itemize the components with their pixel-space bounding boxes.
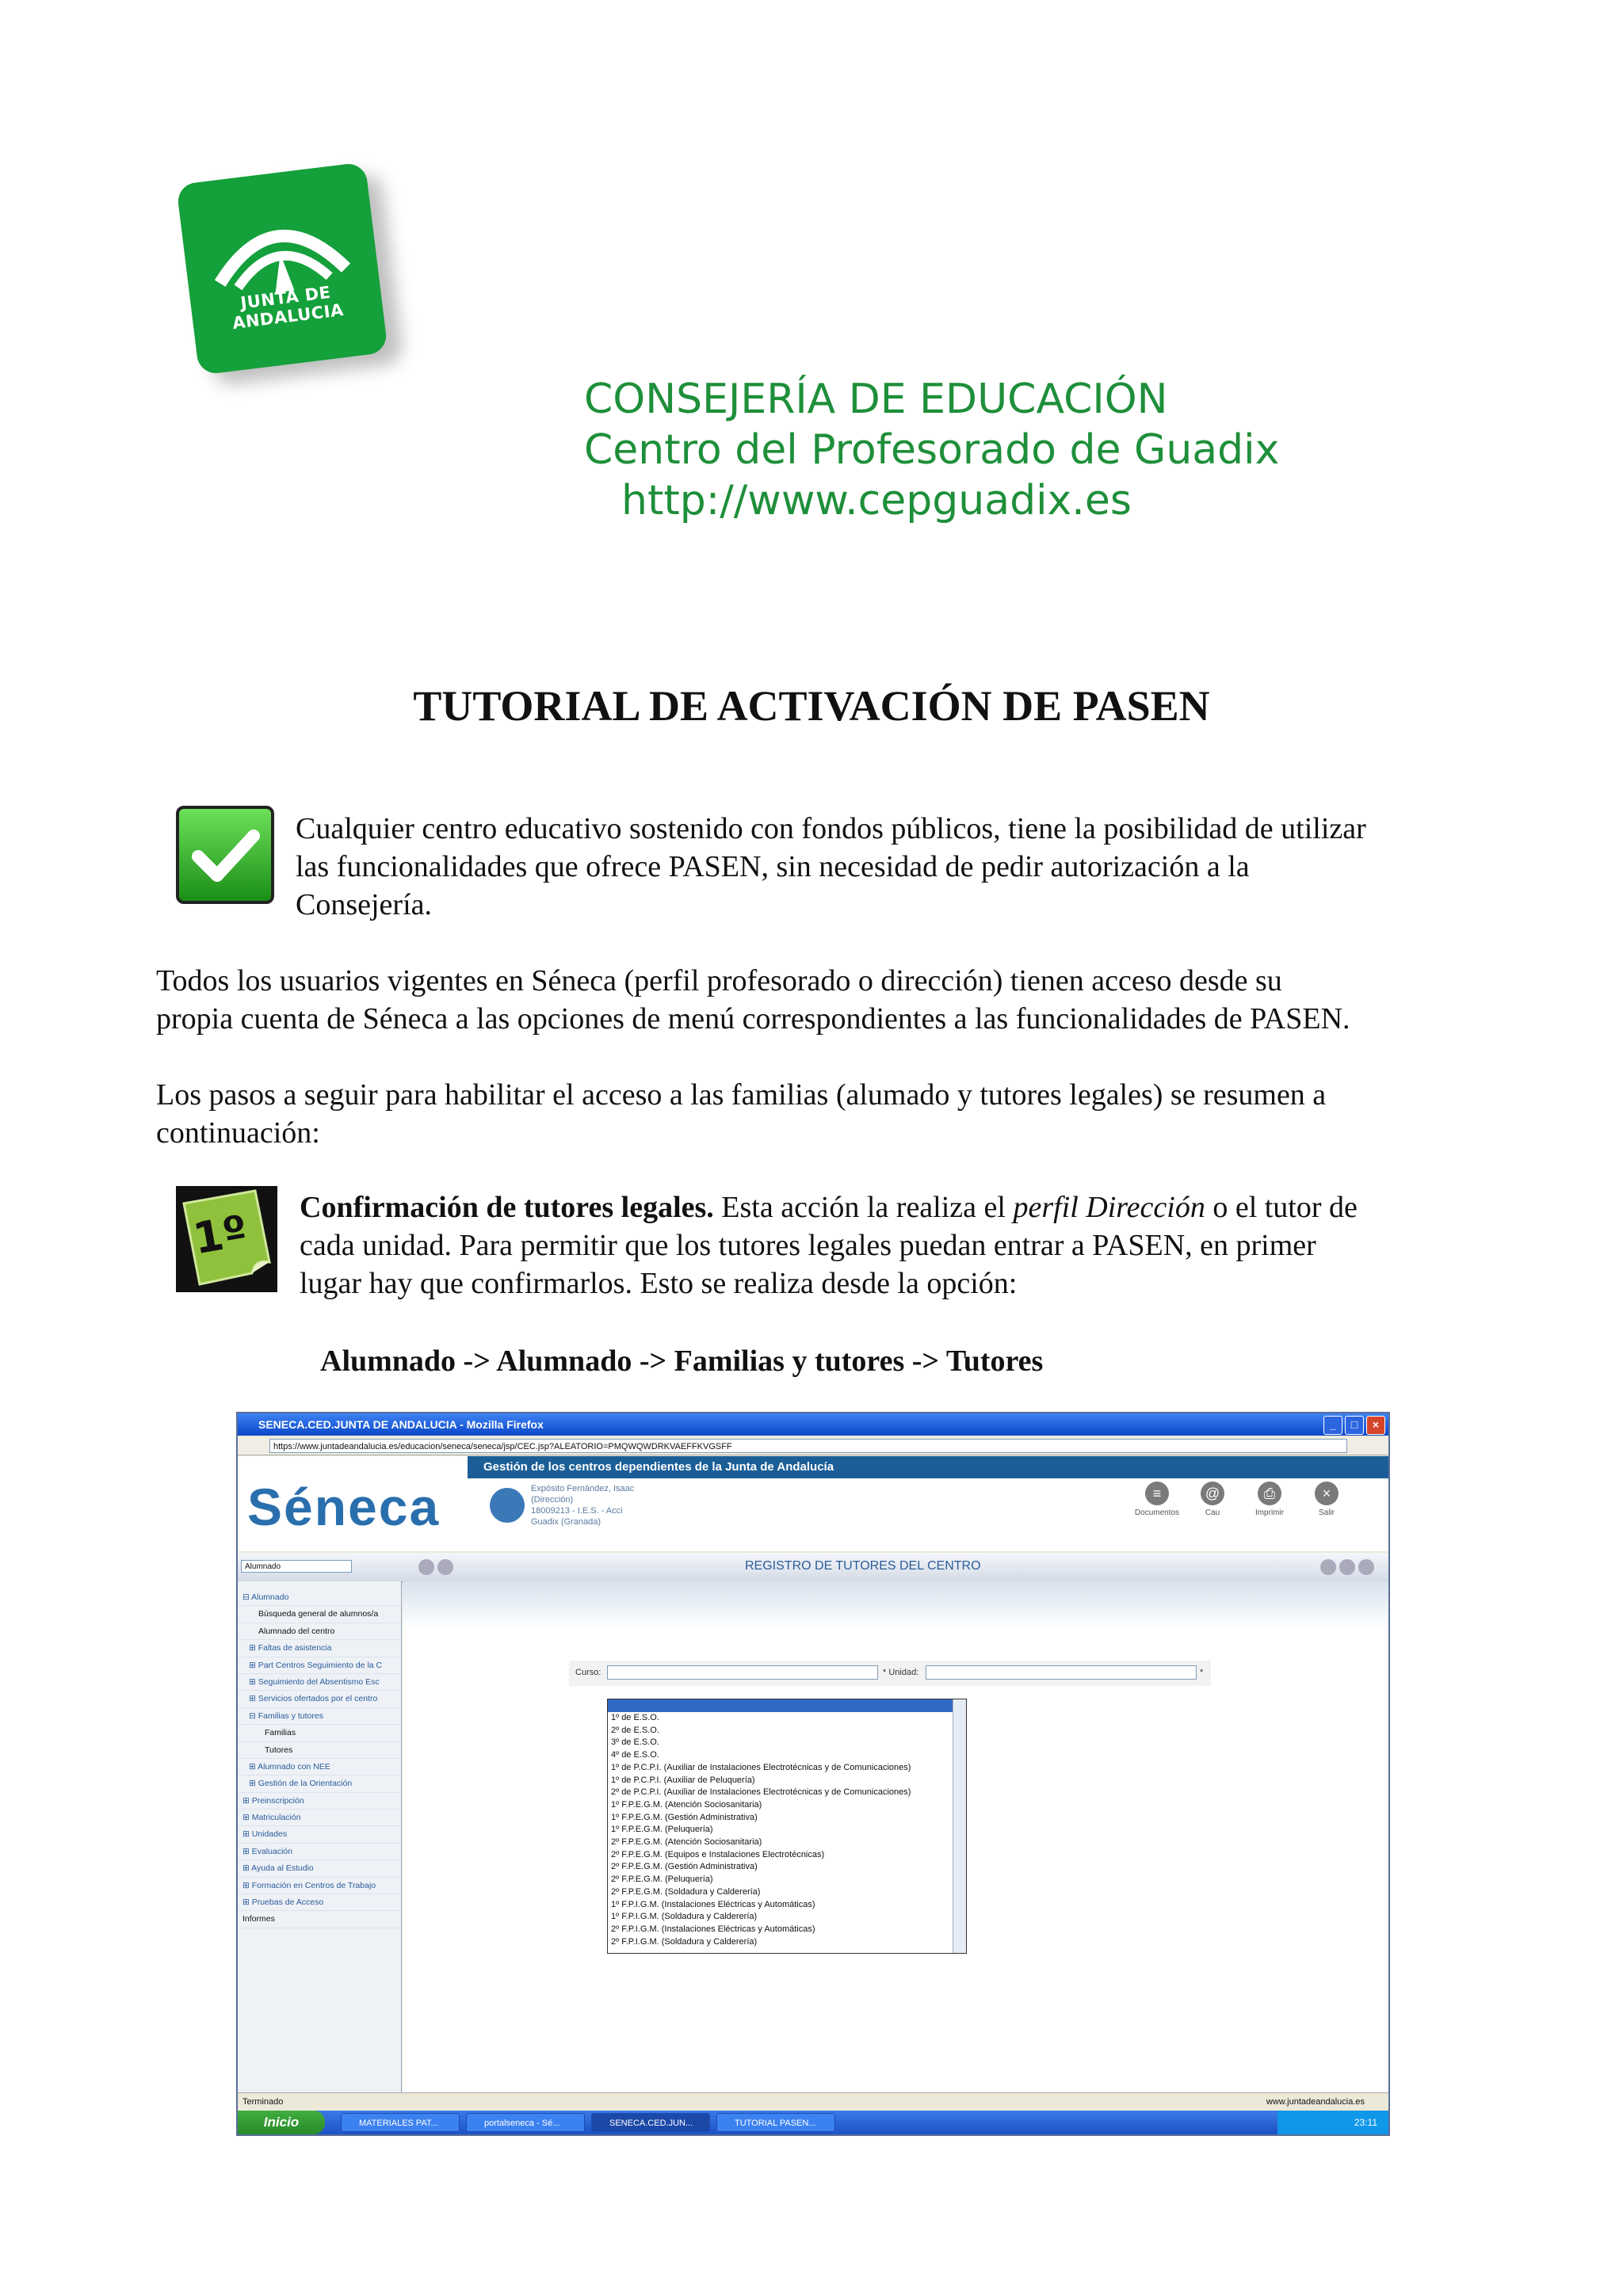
course-option[interactable]: 2º F.P.I.G.M. (Soldadura y Calderería) [611,1936,758,1947]
course-option[interactable]: 2º F.P.E.G.M. (Soldadura y Calderería) [611,1886,761,1897]
cau-icon: @ [1201,1482,1224,1505]
sidebar-item[interactable]: Informes [238,1911,401,1928]
filter-icon[interactable] [418,1559,434,1575]
window-title: SENECA.CED.JUNTA DE ANDALUCIA - Mozilla Firefox [258,1418,544,1431]
sidebar-item[interactable]: ⊞ Servicios ofertados por el centro [238,1691,401,1707]
form-row [569,1661,1211,1686]
course-option[interactable]: 1º F.P.E.G.M. (Peluquería) [611,1825,713,1835]
accept-icon[interactable] [1320,1559,1336,1575]
registro-title: REGISTRO DE TUTORES DEL CENTRO [745,1559,981,1573]
curso-label: Curso: [575,1668,601,1677]
task-button[interactable]: portalseneca - Sé... [466,2113,585,2132]
sidebar-item[interactable]: ⊞ Pruebas de Acceso [238,1894,401,1911]
seneca-screenshot [236,1412,1390,2136]
para3-line-2: continuación: [156,1116,320,1150]
sidebar-item[interactable]: ⊞ Matriculación [238,1810,401,1826]
sidebar-item[interactable]: ⊞ Alumnado con NEE [238,1759,401,1775]
imprimir-button[interactable] [1246,1482,1293,1517]
checkmark-glyph-icon [179,809,271,901]
required-mark: * [1200,1668,1204,1677]
seneca-logo: Séneca [247,1478,441,1536]
sidebar-menu [238,1581,402,2096]
course-option[interactable]: 1º F.P.I.G.M. (Instalaciones Eléctricas y Automáticas) [611,1899,815,1909]
maximize-icon[interactable]: □ [1345,1416,1364,1435]
status-left: Terminado [242,2097,284,2107]
course-option[interactable]: 2º F.P.E.G.M. (Equipos e Instalaciones Electrotécnicas) [611,1849,825,1859]
sidebar-item[interactable]: Alumnado del centro [238,1623,401,1640]
course-option[interactable]: 1º F.P.E.G.M. (Gestión Administrativa) [611,1812,758,1822]
sidebar-item[interactable]: Tutores [238,1742,401,1759]
checkmark-icon [176,806,274,904]
page-title: TUTORIAL DE ACTIVACIÓN DE PASEN [413,682,1210,730]
step-one-line-2: cada unidad. Para permitir que los tutores legales puedan entrar a PASEN, en primer [300,1229,1316,1262]
para2-line-1: Todos los usuarios vigentes en Séneca (perfil profesorado o dirección) tienen acceso desde su [156,964,1282,997]
dropdown-items [608,1712,966,1948]
step-one-line-1 [300,1188,1358,1226]
main-top-band [403,1581,1388,1629]
curso-select[interactable] [607,1665,878,1680]
course-option[interactable]: 1º F.P.I.G.M. (Soldadura y Calderería) [611,1912,758,1922]
course-option[interactable]: 2º F.P.I.G.M. (Instalaciones Eléctricas y Automáticas) [611,1924,815,1934]
documents-icon: ≡ [1145,1482,1169,1505]
sidebar-item[interactable]: ⊞ Gestión de la Orientación [238,1775,401,1792]
user-info [531,1483,634,1527]
course-option[interactable]: 1º de P.C.P.I. (Auxiliar de Instalaciones Electrotécnicas y de Comunicaciones) [611,1762,911,1772]
intro-line-1: Cualquier centro educativo sostenido con fondos públicos, tiene la posibilidad de utilizar [296,812,1366,845]
dropdown-selected-blank[interactable] [608,1699,966,1712]
sidebar-item[interactable]: ⊞ Faltas de asistencia [238,1640,401,1657]
cau-button[interactable] [1189,1482,1236,1517]
step-one-icon [176,1186,277,1292]
back-icon[interactable] [1358,1559,1374,1575]
salir-label: Salir [1318,1508,1335,1517]
header-consejeria: CONSEJERÍA DE EDUCACIÓN [584,376,1168,423]
para3-line-1: Los pasos a seguir para habilitar el acceso a las familias (alumado y tutores legales) se resumen a [156,1078,1327,1112]
curso-dropdown-list [607,1699,967,1954]
profile-select[interactable]: Alumnado [241,1560,352,1573]
course-option[interactable]: 4º de E.S.O. [611,1750,659,1760]
sidebar-item[interactable]: ⊞ Preinscripción [238,1793,401,1810]
user-city: Guadix (Granada) [531,1517,601,1527]
course-option[interactable]: 1º de P.C.P.I. (Auxiliar de Peluquería) [611,1775,755,1785]
sidebar-item[interactable]: ⊞ Part Centros Seguimiento de la C [238,1657,401,1674]
intro-text [296,810,1366,924]
sidebar-item[interactable]: ⊞ Formación en Centros de Trabajo [238,1878,401,1894]
logo-text: JUNTA DE ANDALUCIA [231,282,345,334]
url-field[interactable]: https://www.juntadeandalucia.es/educacion/seneca/seneca/jsp/CEC.jsp?ALEATORIO=PMQWQWDRKVAEFFKVGSFF [269,1439,1347,1453]
user-center: 18009213 - I.E.S. - Acci [531,1506,623,1516]
step-one-italic: perfil Dirección [1013,1191,1205,1224]
exit-icon: × [1315,1482,1338,1505]
document-icon[interactable] [1339,1559,1355,1575]
step-one-text-b: o el tutor de [1205,1191,1358,1224]
sidebar-item[interactable]: ⊟ Alumnado [238,1589,401,1606]
header-cep: Centro del Profesorado de Guadix [584,426,1280,474]
step-one-text [300,1188,1358,1302]
sidebar-item[interactable]: Familias [238,1725,401,1741]
course-option[interactable]: 2º F.P.E.G.M. (Atención Sociosanitaria) [611,1837,762,1848]
cau-label: Cau [1205,1508,1220,1517]
para2-line-2: propia cuenta de Séneca a las opciones de menú correspondientes a las funcionalidades de PASEN. [156,1002,1350,1035]
documentos-label: Documentos [1134,1508,1180,1517]
course-option[interactable]: 2º F.P.E.G.M. (Gestión Administrativa) [611,1862,758,1872]
intro-line-2: las funcionalidades que ofrece PASEN, sin necesidad de pedir autorización a la [296,850,1250,883]
system-tray [1277,2111,1388,2134]
sidebar-item[interactable]: ⊞ Ayuda al Estudio [238,1860,401,1877]
print-icon: ⎙ [1258,1482,1281,1505]
dropdown-scrollbar[interactable] [953,1699,966,1953]
step-one-label: 1º [189,1205,251,1264]
address-bar [238,1437,1388,1455]
unidad-label: * Unidad: [883,1668,919,1677]
task-button[interactable]: TUTORIAL PASEN... [716,2113,835,2132]
sidebar-item[interactable]: ⊞ Unidades [238,1826,401,1843]
minimize-icon[interactable]: _ [1323,1416,1342,1435]
step-one-line-3: lugar hay que confirmarlos. Esto se realiza desde la opción: [300,1267,1018,1300]
course-option[interactable]: 1º de E.S.O. [611,1713,659,1722]
course-option[interactable]: 2º de P.C.P.I. (Auxiliar de Instalaciones Electrotécnicas y de Comunicaciones) [611,1787,911,1798]
user-avatar-icon [490,1488,525,1523]
clock: 23:11 [1354,2117,1377,2128]
imprimir-label: Imprimir [1254,1508,1285,1517]
paragraph-users [156,962,1350,1038]
step-one-text-a: Esta acción la realiza el [713,1191,1014,1224]
start-button[interactable]: Inicio [238,2111,325,2134]
intro-line-3: Consejería. [296,888,433,921]
taskbar [238,2111,1388,2134]
course-option[interactable]: 1º F.P.E.G.M. (Atención Sociosanitaria) [611,1799,762,1810]
documentos-button[interactable] [1133,1482,1181,1517]
sidebar-item[interactable]: Búsqueda general de alumnos/a [238,1606,401,1623]
step-one-heading: Confirmación de tutores legales. [300,1191,714,1224]
sidebar-item[interactable]: ⊞ Evaluación [238,1844,401,1860]
close-icon[interactable]: × [1366,1416,1385,1435]
status-right: www.juntadeandalucia.es [1266,2097,1365,2107]
course-option[interactable]: 2º F.P.E.G.M. (Peluquería) [611,1875,713,1885]
sidebar-item[interactable]: ⊞ Seguimiento del Absentismo Esc [238,1674,401,1691]
seneca-header [238,1456,1388,1551]
user-name: Expósito Fernández, Isaac [531,1484,635,1493]
menu-path: Alumnado -> Alumnado -> Familias y tutores -> Tutores [320,1344,1044,1378]
window-titlebar [238,1413,1388,1436]
mail-icon[interactable] [437,1559,453,1575]
course-option[interactable]: 3º de E.S.O. [611,1737,659,1748]
unidad-select[interactable] [926,1665,1197,1680]
status-bar [238,2092,1388,2111]
junta-de-andalucia-logo [176,162,388,375]
user-role: (Dirección) [531,1495,574,1505]
header-url[interactable]: http://www.cepguadix.es [621,477,1132,524]
task-button[interactable]: MATERIALES PAT... [341,2113,460,2132]
sidebar-item[interactable]: ⊟ Familias y tutores [238,1708,401,1725]
course-option[interactable]: 2º de E.S.O. [611,1725,659,1735]
salir-button[interactable] [1303,1482,1350,1517]
paragraph-steps [156,1076,1326,1152]
task-button[interactable]: SENECA.CED.JUN... [591,2113,710,2132]
page-toolbar [238,1553,1388,1583]
seneca-banner: Gestión de los centros dependientes de la Junta de Andalucía [468,1456,1388,1478]
